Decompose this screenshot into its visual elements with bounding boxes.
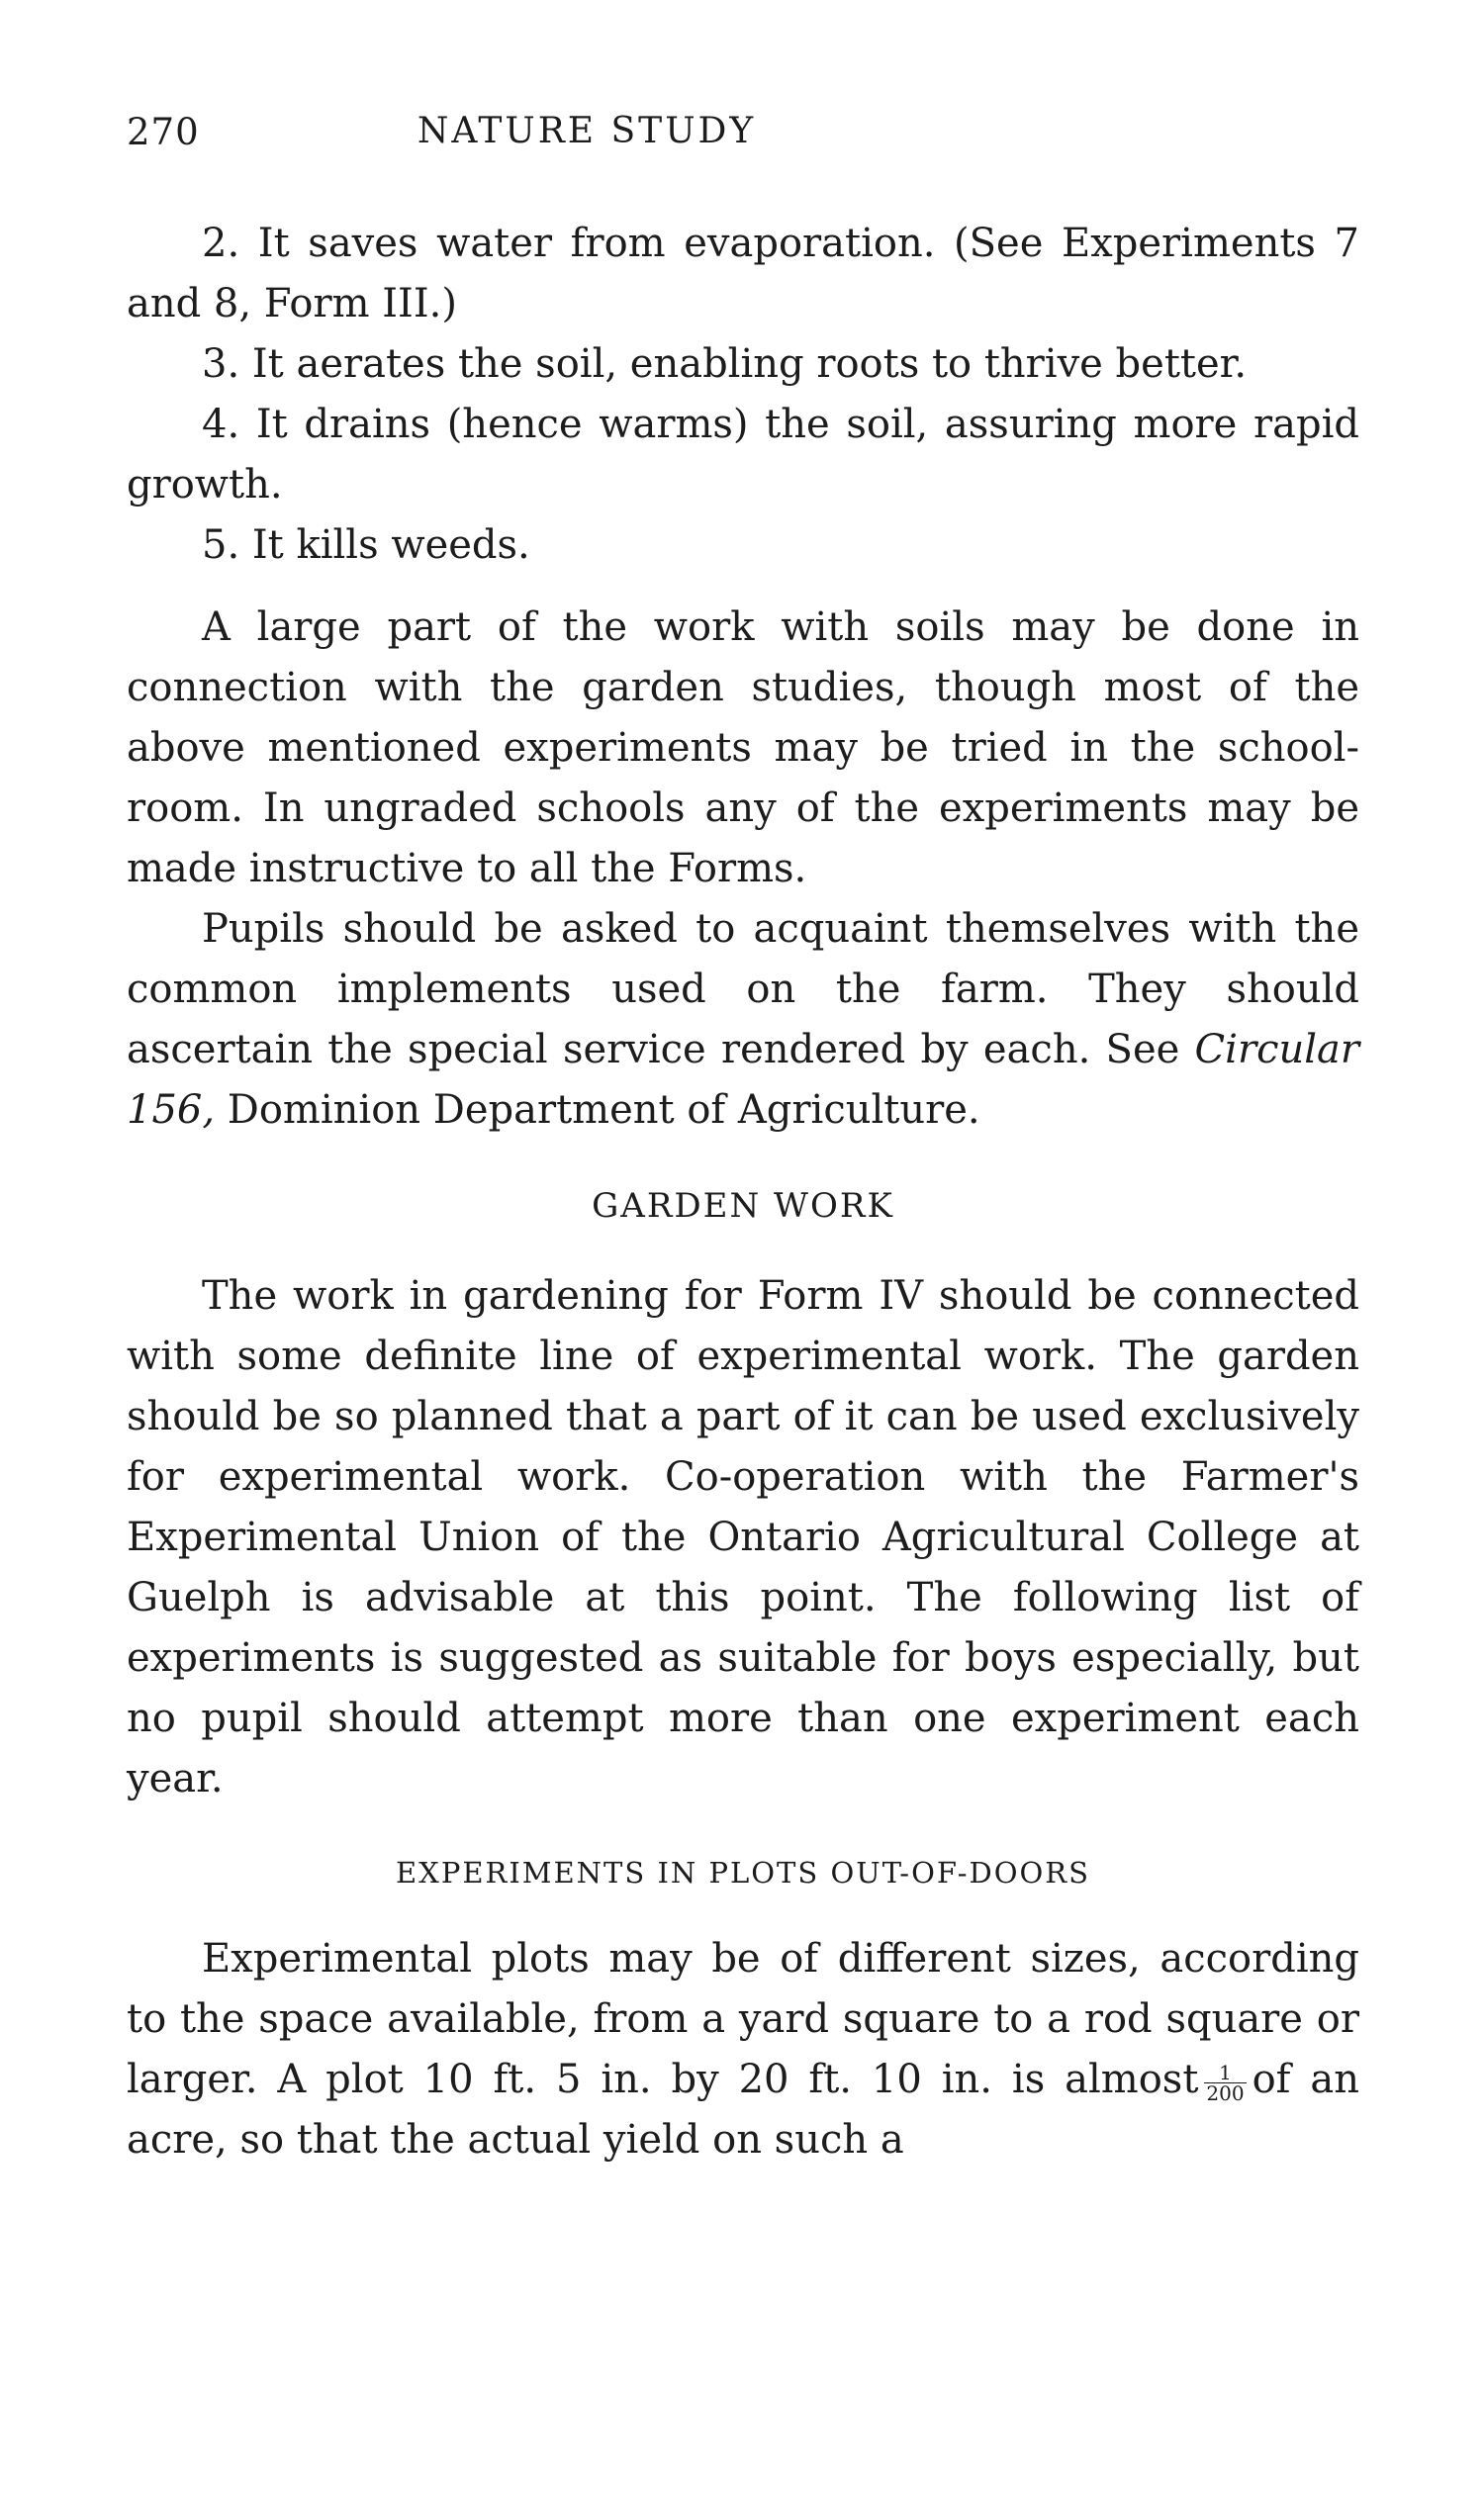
fraction-denominator: 200	[1206, 2080, 1245, 2105]
fraction	[1204, 2060, 1246, 2105]
paragraph-implements-text: Pupils should be asked to acquaint themselves with the common implements used on the farm. They should ascertain the special service rendered by each. See	[127, 906, 1359, 1072]
paragraph-implements	[127, 899, 1359, 1141]
list-item: 5. It kills weeds.	[202, 522, 530, 568]
page-number: 270	[127, 111, 200, 153]
body-text	[127, 214, 1359, 2170]
paragraph-plots-end: of an acre, so that the actual yield on such a	[127, 2057, 1359, 2163]
list-item: 3. It aerates the soil, enabling roots to thrive better.	[202, 341, 1248, 387]
page-header	[127, 111, 1359, 160]
paragraph-garden-work: The work in gardening for Form IV should be connected with some definite line of experimental work. The garden should be so planned that a part of it can be used exclusively for experimental work. Co-operation with the Farmer's Experimental Union of the Ontario Agricultural College at Guelph is advisable at this point. The following list of experiments is suggested as suitable for boys especially, but no pupil should attempt more than one experiment each year.	[127, 1273, 1359, 1801]
paragraph-plots-text: Experimental plots may be of different sizes, according to the space available, from a yard square to a rod square or larger. A plot 10 ft. 5 in. by 20 ft. 10 in. is almost	[127, 1936, 1359, 2102]
list-item: 4. It drains (hence warms) the soil, assuring more rapid growth.	[127, 402, 1359, 508]
paragraph-implements-end: Dominion Department of Agriculture.	[227, 1087, 980, 1133]
paragraph-soils-work: A large part of the work with soils may be done in connection with the garden studies, though most of the above mentioned experiments may be tried in the school-room. In ungraded schools any of the experiments may be made instructive to all the Forms.	[127, 604, 1359, 891]
subsection-heading-experiments: EXPERIMENTS IN PLOTS OUT-OF-DOORS	[396, 1856, 1090, 1890]
fraction-numerator: 1	[1204, 2063, 1246, 2083]
paragraph-plots	[127, 1929, 1359, 2170]
section-heading-garden-work: GARDEN WORK	[592, 1186, 894, 1226]
running-title: NATURE STUDY	[417, 111, 757, 151]
list-item: 2. It saves water from evaporation. (See Experiments 7 and 8, Form III.)	[127, 221, 1359, 326]
circular-citation: Circular 156,	[127, 1027, 1359, 1133]
